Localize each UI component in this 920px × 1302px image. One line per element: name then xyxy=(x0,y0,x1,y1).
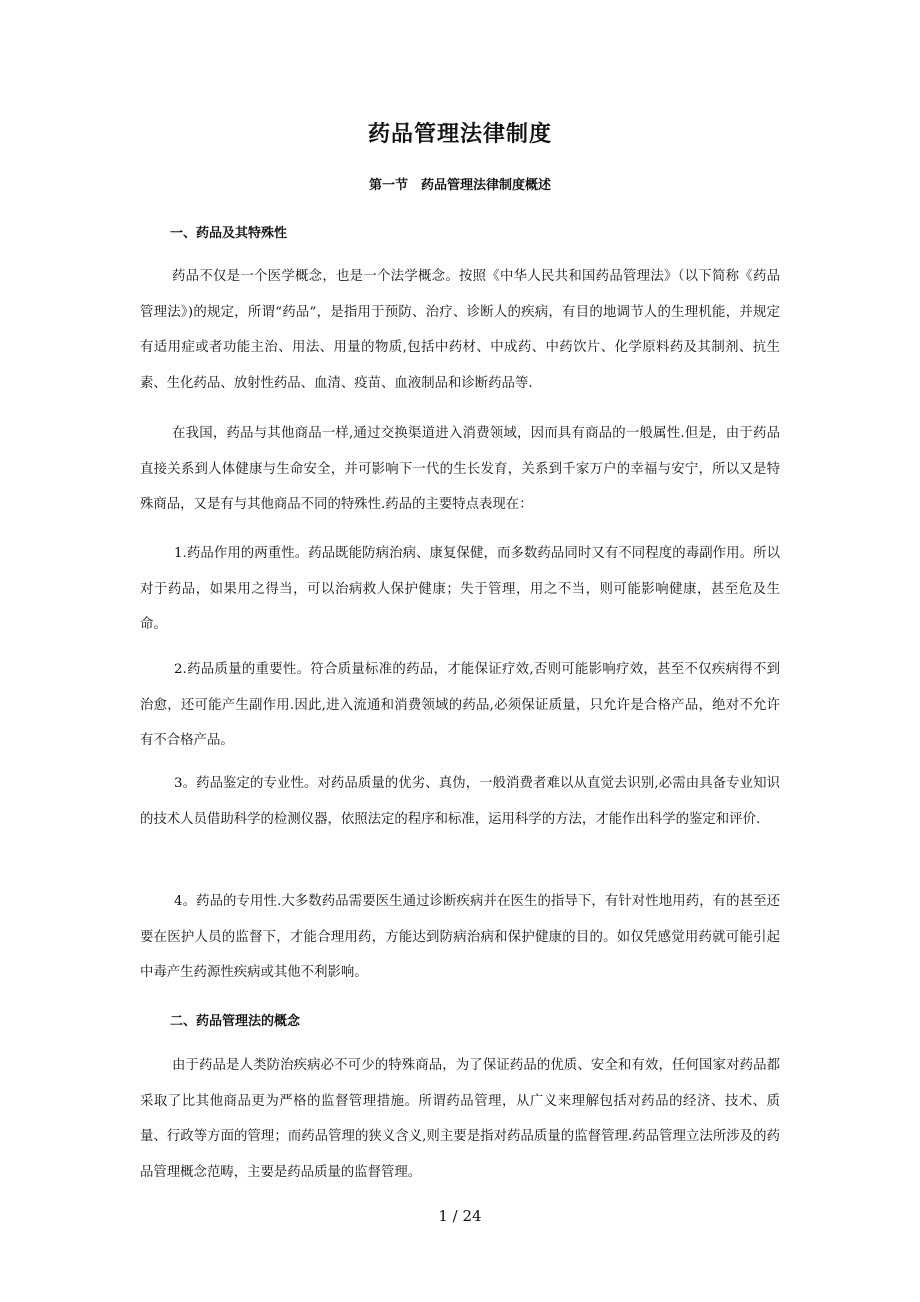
paragraph-drug-law-concept: 由于药品是人类防治疾病必不可少的特殊商品，为了保证药品的优质、安全和有效，任何国家对药品都采取了比其他商品更为严格的监督管理措施。所谓药品管理，从广义来理解包括对药品的经济、技术、质量、行政等方面的管理；而药品管理的狭义含义,则主要是指对药品质量的监督管理.药品管理立法所涉及的药品管理概念范畴，主要是药品质量的监督管理。 xyxy=(140,1058,780,1180)
heading-drug-and-particularity: 一、药品及其特殊性 xyxy=(170,226,288,241)
paragraph-drug-definition: 药品不仅是一个医学概念，也是一个法学概念。按照《中华人民共和国药品管理法》（以下简称《药品管理法》)的规定，所谓“药品”，是指用于预防、治疗、诊断人的疾病，有目的地调节人的生理机能，并规定有适用症或者功能主治、用法、用量的物质,包括中药材、中成药、中药饮片、化学原料药及其制剂、抗生素、生化药品、放射性药品、血清、疫苗、血液制品和诊断药品等. xyxy=(140,269,780,391)
paragraph-drug-as-commodity: 在我国，药品与其他商品一样,通过交换渠道进入消费领域，因而具有商品的一般属性.但是，由于药品直接关系到人体健康与生命安全，并可影响下一代的生长发育，关系到千家万户的幸福与安宁，所以又是特殊商品，又是有与其他商品不同的特殊性.药品的主要特点表现在： xyxy=(140,426,780,512)
paragraph-special-use: 4。药品的专用性.大多数药品需要医生通过诊断疾病并在医生的指导下，有针对性地用药，有的甚至还要在医护人员的监督下，才能合理用药，方能达到防病治病和保护健康的目的。如仅凭感觉用药就可能引起中毒产生药源性疾病或其他不利影响。 xyxy=(140,894,780,980)
page-number: 1 / 24 xyxy=(438,1207,482,1225)
section-title: 第一节 药品管理法律制度概述 xyxy=(368,178,551,193)
paragraph-quality-importance: 2.药品质量的重要性。符合质量标准的药品，才能保证疗效,否则可能影响疗效，甚至不仅疾病得不到治愈，还可能产生副作用.因此,进入流通和消费领域的药品,必须保证质量，只允许是合格产品，绝对不允许有不合格产品。 xyxy=(140,662,780,748)
paragraph-dual-effect: 1.药品作用的两重性。药品既能防病治病、康复保健，而多数药品同时又有不同程度的毒副作用。所以对于药品，如果用之得当，可以治病救人保护健康；失于管理，用之不当，则可能影响健康，甚至危及生命。 xyxy=(140,546,780,632)
paragraph-professional-identification: 3。药品鉴定的专业性。对药品质量的优劣、真伪，一般消费者难以从直觉去识别,必需由具备专业知识的技术人员借助科学的检测仪器，依照法定的程序和标准，运用科学的方法，才能作出科学的鉴定和评价. xyxy=(140,776,780,827)
heading-drug-law-concept: 二、药品管理法的概念 xyxy=(170,1014,301,1029)
document-title: 药品管理法律制度 xyxy=(367,122,552,147)
